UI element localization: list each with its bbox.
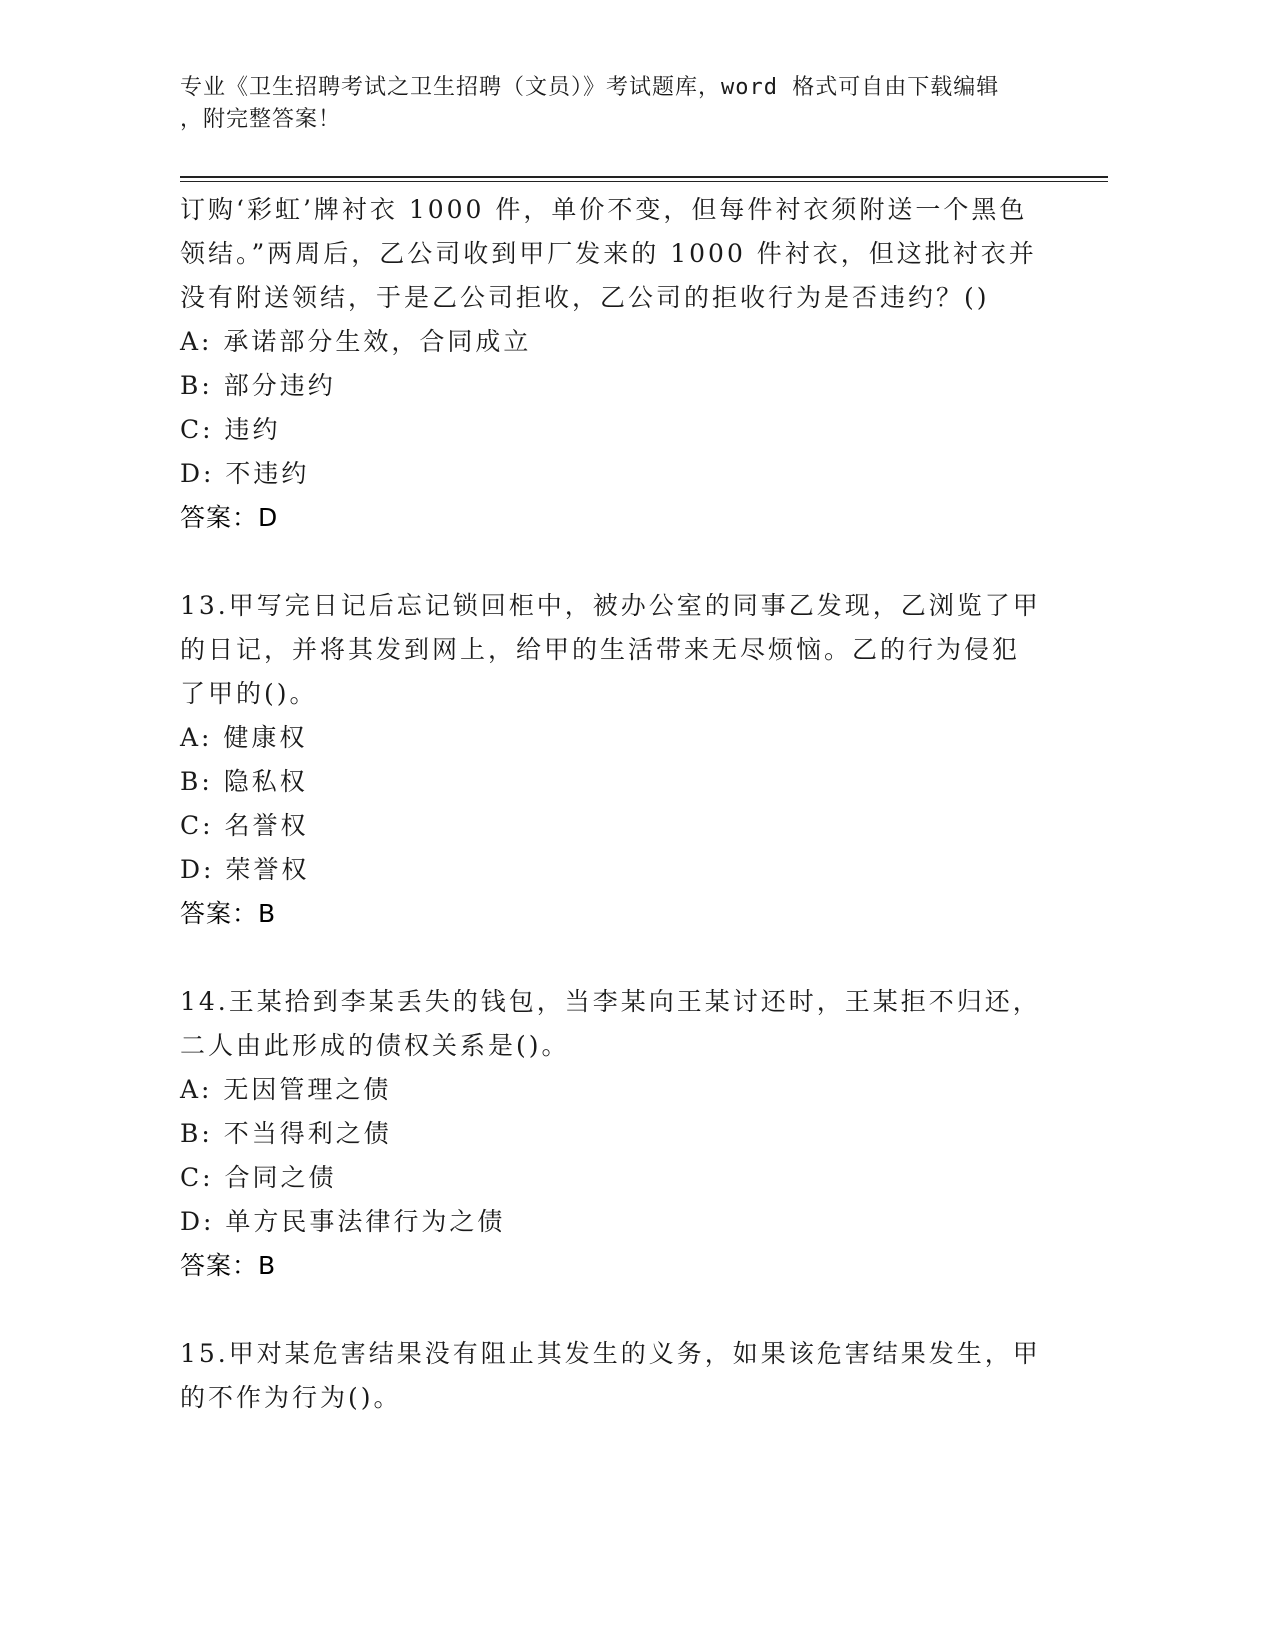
question-text-line: 二人由此形成的债权关系是()。 [180, 1031, 570, 1060]
header-divider-thin [180, 181, 1108, 182]
question-text-line: 13.甲写完日记后忘记锁回柜中，被办公室的同事乙发现，乙浏览了甲 [180, 591, 1041, 620]
question-spacer [180, 540, 1060, 584]
question-13 [180, 584, 1060, 936]
question-text-line: 领结。”两周后，乙公司收到甲厂发来的 1000 件衬衣，但这批衬衣并 [180, 239, 1037, 268]
question-text-line: 了甲的()。 [180, 679, 318, 708]
option-d: D: 单方民事法律行为之债 [180, 1207, 506, 1236]
option-a: A: 承诺部分生效，合同成立 [180, 327, 532, 356]
option-c: C: 名誉权 [180, 811, 309, 840]
question-list [180, 188, 1060, 1420]
header-line-1: 专业《卫生招聘考试之卫生招聘（文员）》考试题库，word 格式可自由下载编辑 [180, 75, 1000, 100]
option-c: C: 违约 [180, 415, 281, 444]
option-a: A: 无因管理之债 [180, 1075, 392, 1104]
answer: 答案：D [180, 503, 279, 532]
question-text-line: 15.甲对某危害结果没有阻止其发生的义务，如果该危害结果发生，甲 [180, 1339, 1041, 1368]
question-text-line: 没有附送领结，于是乙公司拒收，乙公司的拒收行为是否违约？() [180, 283, 990, 312]
question-12 [180, 188, 1060, 540]
answer: 答案：B [180, 899, 277, 928]
question-text-line: 的日记，并将其发到网上，给甲的生活带来无尽烦恼。乙的行为侵犯 [180, 635, 1021, 664]
question-text-line: 的不作为行为()。 [180, 1383, 402, 1412]
question-14 [180, 980, 1060, 1288]
option-d: D: 不违约 [180, 459, 310, 488]
option-c: C: 合同之债 [180, 1163, 337, 1192]
question-spacer [180, 936, 1060, 980]
question-text-line: 14.王某拾到李某丢失的钱包，当李某向王某讨还时，王某拒不归还， [180, 987, 1041, 1016]
question-text-line: 订购‘彩虹’牌衬衣 1000 件，单价不变，但每件衬衣须附送一个黑色 [180, 195, 1028, 224]
header-divider-thick [180, 176, 1108, 178]
option-b: B: 隐私权 [180, 767, 308, 796]
answer: 答案：B [180, 1251, 277, 1280]
question-15 [180, 1332, 1060, 1420]
page-header [180, 72, 1060, 136]
option-d: D: 荣誉权 [180, 855, 310, 884]
option-b: B: 部分违约 [180, 371, 336, 400]
header-line-2: ，附完整答案！ [180, 107, 342, 132]
option-a: A: 健康权 [180, 723, 308, 752]
question-spacer [180, 1288, 1060, 1332]
option-b: B: 不当得利之债 [180, 1119, 392, 1148]
